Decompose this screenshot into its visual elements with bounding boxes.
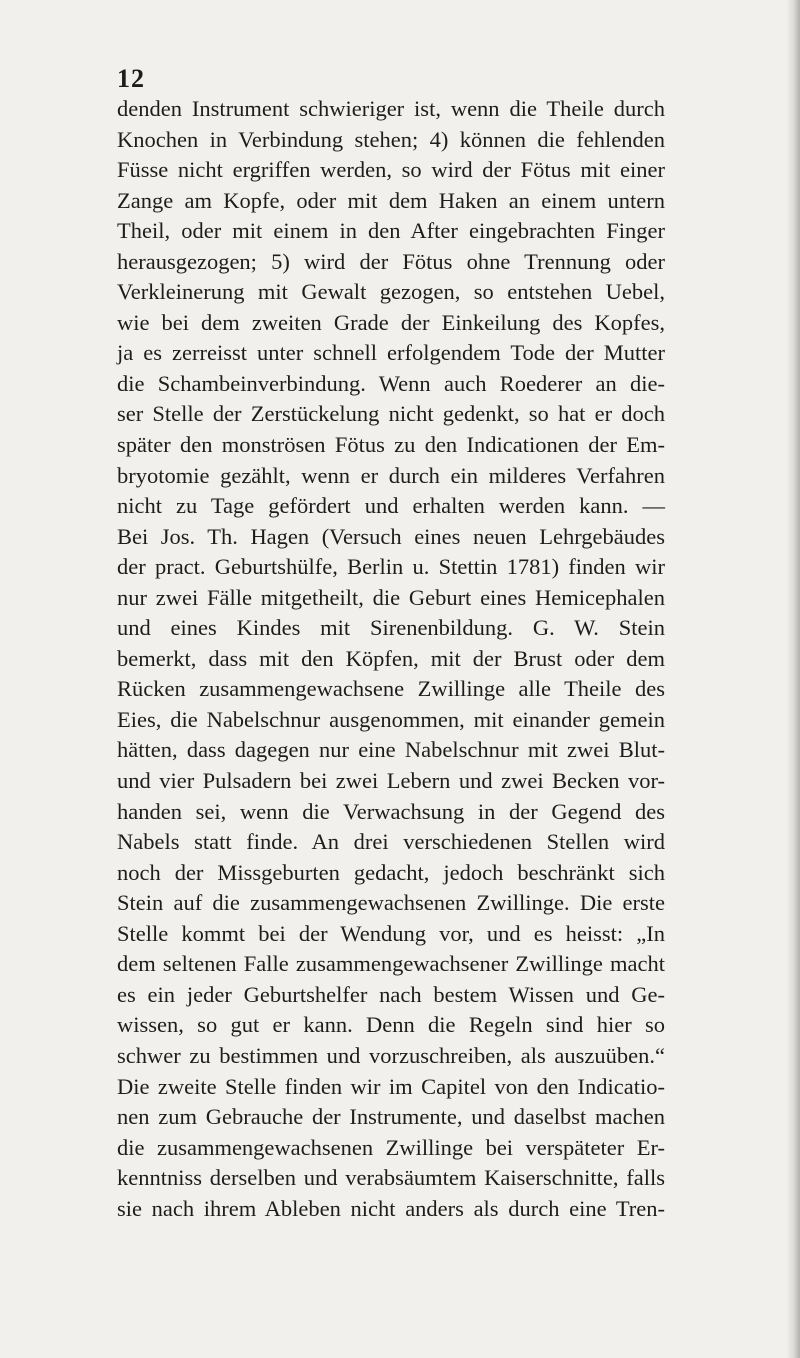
text-line: Nabels statt finde. An drei verschiedenen Stellen wird [117,829,665,855]
text-line: kenntniss derselben und verabsäumtem Kaiserschnitte, falls [117,1165,665,1191]
text-line: bryotomie gezählt, wenn er durch ein milderes Verfahren [117,462,665,488]
text-line: und vier Pulsadern bei zwei Lebern und zwei Becken vor- [117,768,665,794]
text-line: und eines Kindes mit Sirenenbildung. G. W. Stein [117,615,665,641]
text-line: denden Instrument schwieriger ist, wenn die Theile durch [117,96,665,121]
text-line: bemerkt, dass mit den Köpfen, mit der Brust oder dem [117,645,665,671]
text-line: Eies, die Nabelschnur ausgenommen, mit einander gemein [117,706,665,732]
text-line: herausgezogen; 5) wird der Fötus ohne Trennung oder [117,248,665,274]
text-line: Knochen in Verbindung stehen; 4) können die fehlenden [117,126,665,152]
text-line: es ein jeder Geburtshelfer nach bestem Wissen und Ge- [117,981,665,1007]
text-line: dem seltenen Falle zusammengewachsener Zwillinge macht [117,951,665,977]
text-line: die Schambeinverbindung. Wenn auch Roederer an die- [117,370,665,396]
text-line: der pract. Geburtshülfe, Berlin u. Stettin 1781) finden wir [117,554,665,580]
page-number: 12 [117,64,145,93]
text-line: Verkleinerung mit Gewalt gezogen, so entstehen Uebel, [117,279,665,305]
text-line: sie nach ihrem Ableben nicht anders als durch eine Tren- [117,1195,665,1221]
text-line: später den monströsen Fötus zu den Indicationen der Em- [117,432,665,458]
text-line: Theil, oder mit einem in den After eingebrachten Finger [117,218,665,244]
text-line: die zusammengewachsenen Zwillinge bei verspäteter Er- [117,1134,665,1160]
text-line: hätten, dass dagegen nur eine Nabelschnur mit zwei Blut- [117,737,665,763]
text-line: Stein auf die zusammengewachsenen Zwillinge. Die erste [117,890,665,916]
text-line: wissen, so gut er kann. Denn die Regeln sind hier so [117,1012,665,1038]
text-line: Die zweite Stelle finden wir im Capitel von den Indicatio- [117,1073,665,1099]
text-line: Zange am Kopfe, oder mit dem Haken an einem untern [117,187,665,213]
text-line: wie bei dem zweiten Grade der Einkeilung des Kopfes, [117,309,665,335]
text-line: Füsse nicht ergriffen werden, so wird der Fötus mit einer [117,157,665,183]
text-line: nen zum Gebrauche der Instrumente, und daselbst machen [117,1104,665,1130]
page-edge-shadow [786,0,800,1358]
text-line: schwer zu bestimmen und vorzuschreiben, als auszuüben.“ [117,1042,665,1068]
body-text [117,94,665,1224]
text-line: handen sei, wenn die Verwachsung in der Gegend des [117,798,665,824]
text-line: Bei Jos. Th. Hagen (Versuch eines neuen Lehrgebäudes [117,523,665,549]
text-line: nur zwei Fälle mitgetheilt, die Geburt eines Hemicephalen [117,584,665,610]
text-line: Rücken zusammengewachsene Zwillinge alle Theile des [117,676,665,702]
text-line: nicht zu Tage gefördert und erhalten werden kann. — [117,493,665,519]
text-line: noch der Missgeburten gedacht, jedoch beschränkt sich [117,859,665,885]
text-line: ser Stelle der Zerstückelung nicht gedenkt, so hat er doch [117,401,665,427]
text-line: ja es zerreisst unter schnell erfolgendem Tode der Mutter [117,340,665,366]
text-line: Stelle kommt bei der Wendung vor, und es heisst: „In [117,920,665,946]
